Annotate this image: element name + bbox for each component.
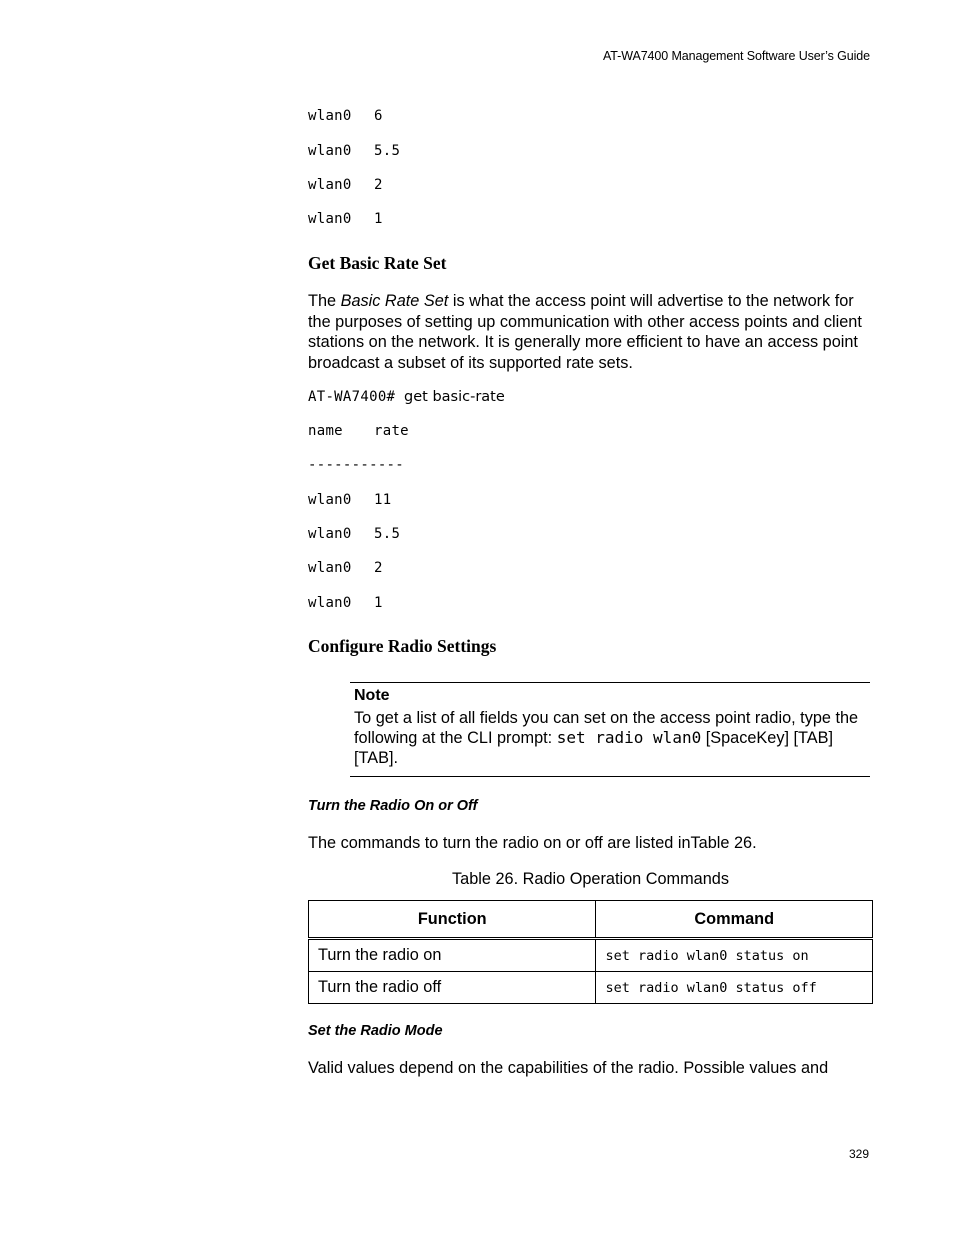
- output-name: wlan0: [308, 211, 352, 227]
- cell-command: set radio wlan0 status on: [596, 939, 873, 972]
- output-row: [308, 108, 383, 124]
- output-rate: 2: [374, 177, 383, 193]
- cell-function: Turn the radio on: [309, 939, 596, 972]
- output-rate: 5.5: [374, 143, 401, 159]
- heading-basic-rate: Get Basic Rate Set: [308, 253, 447, 273]
- header-command: Command: [596, 901, 873, 939]
- para-suffix: is what the access point will advertise to the network for the purposes of setting up communication with other access points and client stations on the network. It is generally more efficient to have an access point broadcast a subset of its supported rate sets.: [308, 292, 862, 372]
- note-body: [354, 708, 866, 768]
- output-header-row: [308, 423, 409, 439]
- output-rate: 1: [374, 211, 383, 227]
- output-name: wlan0: [308, 560, 352, 576]
- output-rate: 1: [374, 595, 383, 611]
- output-row: [308, 595, 383, 611]
- running-header: AT-WA7400 Management Software User’s Guide: [603, 49, 870, 63]
- para-prefix: The: [308, 292, 341, 310]
- cell-function: Turn the radio off: [309, 972, 596, 1004]
- note-suffix: [SpaceKey] [TAB] [TAB].: [354, 729, 834, 767]
- output-name: wlan0: [308, 143, 352, 159]
- note-code: set radio wlan0: [556, 728, 702, 747]
- cli-command: get basic-rate: [404, 389, 505, 405]
- cli-prompt: AT-WA7400#: [308, 389, 405, 405]
- heading-radio-on-off: Turn the Radio On or Off: [308, 798, 478, 814]
- table-caption: Table 26. Radio Operation Commands: [452, 870, 729, 888]
- para-emphasis: Basic Rate Set: [340, 292, 449, 310]
- output-name: wlan0: [308, 492, 352, 508]
- heading-configure-radio: Configure Radio Settings: [308, 636, 497, 656]
- output-row: [308, 492, 392, 508]
- output-name: wlan0: [308, 526, 352, 542]
- radio-on-off-paragraph: The commands to turn the radio on or off are listed inTable 26.: [308, 834, 757, 852]
- output-rate: 6: [374, 108, 383, 124]
- command-line: [308, 389, 505, 405]
- col-rate: rate: [374, 423, 409, 439]
- basic-rate-paragraph: [308, 291, 873, 373]
- table-row: [309, 972, 873, 1004]
- output-separator: -----------: [308, 457, 405, 473]
- table-header-row: [309, 901, 873, 939]
- heading-radio-mode: Set the Radio Mode: [308, 1023, 443, 1039]
- output-rate: 11: [374, 492, 392, 508]
- table-row: [309, 939, 873, 972]
- output-row: [308, 526, 401, 542]
- note-box: [350, 682, 870, 777]
- page-number: 329: [848, 1147, 869, 1161]
- output-row: [308, 177, 383, 193]
- output-row: [308, 560, 383, 576]
- cell-command: set radio wlan0 status off: [596, 972, 873, 1004]
- output-name: wlan0: [308, 177, 352, 193]
- radio-commands-table: [308, 900, 873, 1004]
- output-row: [308, 143, 401, 159]
- output-rate: 2: [374, 560, 383, 576]
- note-prefix: To get a list of all fields you can set on the access point radio, type the following at the CLI prompt:: [354, 709, 859, 747]
- output-name: wlan0: [308, 595, 352, 611]
- radio-mode-paragraph: Valid values depend on the capabilities of the radio. Possible values and: [308, 1059, 829, 1077]
- output-name: wlan0: [308, 108, 352, 124]
- header-function: Function: [309, 901, 596, 939]
- output-row: [308, 211, 383, 227]
- note-title: Note: [354, 687, 390, 704]
- output-rate: 5.5: [374, 526, 401, 542]
- col-name: name: [308, 423, 343, 439]
